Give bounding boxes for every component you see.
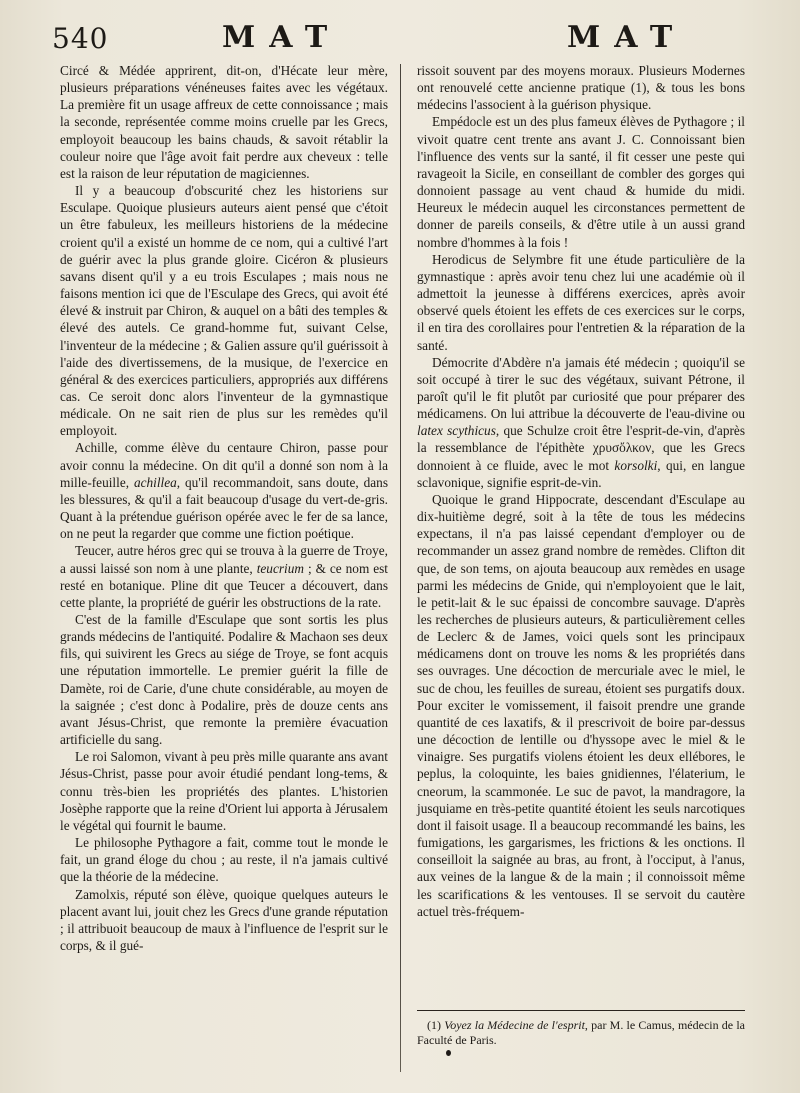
italic-term: latex scythicus bbox=[417, 423, 496, 439]
paragraph: Quoique le grand Hippocrate, descendant d'Esculape au dix-huitième degré, soit à la tête de tous les médecins expectans, il n'a pas laissé cependant d'employer ou de recommander un assez grand nombre de remèdes. Clifton dit que, de son tems, on ajouta beaucoup aux remèdes en usage parmi les médecins de Gnide, qui n'employoient que le lait, le petit-lait & le suc épaissi de concombre sauvage. D'après les recherches de plusieurs auteurs, & particulièrement celles de Leclerc & de James, voici quels sont les principaux médicamens dont on trouve les noms & les propriétés dans ses ouvrages. Une décoction de mercuriale avec le miel, le suc de chou, les feuilles de sureau, étoient ses purgatifs doux. Pour exciter le vomissement, il faisoit prendre une grande quantité de ces laxatifs, & il prescrivoit de boire par-dessus une décoction de lentille ou d'hyssope avec le miel & le vinaigre. Ses purgatifs violens étoient les deux ellébores, le peplus, la coloquinte, les baies gnidiennes, l'élaterium, le cneorum, la scammonée. Le suc de pavot, la mandragore, la jusquiame en très-petite quantité étoient les seuls narcotiques dont il faisoit usage. Il a beaucoup recommandé les bains, les fumigations, les gargarismes, les frictions & les onctions. Il conseilloit la saignée au bras, au front, à l'occiput, à l'anus, aux veines de la langue & de la main ; il connoissoit même les scarifications & les ventouses. Il se servoit du cautère actuel très-fréquem- bbox=[417, 491, 745, 919]
right-text-column bbox=[417, 62, 745, 920]
italic-term: korsolki bbox=[614, 457, 658, 473]
footnote: (1) Voyez la Médecine de l'esprit, par M. le Camus, médecin de la Faculté de Paris. bbox=[417, 1018, 746, 1047]
footnote-rule bbox=[417, 1010, 745, 1011]
left-text-column bbox=[60, 62, 388, 954]
paragraph: Circé & Médée apprirent, dit-on, d'Hécate leur mère, plusieurs préparations vénéneuses faites avec les végétaux. La première fit un usage affreux de cette connoissance ; mais la seconde, représentée comme moins cruelle par les Grecs, employoit beaucoup les bains chauds, & savoit rétablir la couleur noire que l'âge avoit fait perdre aux cheveux : telle est la raison de leur réputation de magiciennes. bbox=[60, 63, 388, 181]
italic-term: teucrium bbox=[256, 560, 304, 576]
paragraph: Empédocle est un des plus fameux élèves de Pythagore ; il vivoit quatre cent trente ans avant J. C. Connoissant bien l'influence des vents sur la santé, il fit cesser une peste qui ravageoit la Sicile, en conseillant de combler des gorges qui donnoient passage au vent chaud & humide du midi. Heureux le médecin auquel les circonstances permettent de donner de pareils conseils, & d'être utile à un aussi grand nombre d'hommes à la fois ! bbox=[417, 114, 745, 250]
paragraph: C'est de la famille d'Esculape que sont sortis les plus grands médecins de l'antiquité. Podalire & Machaon ses deux fils, qui suivirent les Grecs au siége de Troye, se font acquis une réputation immortelle. Le premier guérit la fille de Damète, roi de Carie, d'une chute considérable, au moyen de la saignée ; c'est donc à Podalire, près de douze cents ans avant Jésus-Christ, que remonte la première évacuation artificielle du sang. bbox=[60, 612, 388, 748]
page-header bbox=[52, 18, 760, 58]
paragraph: Teucer, autre héros grec qui se trouva à la guerre de Troye, a aussi laissé son nom à une plante, teucrium ; & ce nom est resté en botanique. Pline dit que Teucer a découvert, dans cette plante, la propriété de guérir les obstructions de la rate. bbox=[60, 543, 389, 610]
paragraph: Achille, comme élève du centaure Chiron, passe pour avoir connu la médecine. On dit qu'il a donné son nom à la mille-feuille, achillea, qu'il recommandoit, sans doute, dans les blessures, & qu'il a fait beaucoup d'usage du vert-de-gris. Quant à la prétendue guérison opérée avec le fer de sa lance, on ne peut la regarder que comme une fiction poétique. bbox=[60, 440, 388, 542]
paragraph: Il y a beaucoup d'obscurité chez les historiens sur Esculape. Quoique plusieurs auteurs aient pensé que c'étoit un être fabuleux, les meilleurs historiens de la médecine croient qu'il a existé un homme de ce nom, qui a cultivé l'art de guérir avec la plus grande gloire. Cicéron & plusieurs savans disent qu'il y a eu trois Esculapes ; mais nous ne faisons mention ici que de l'Esculape des Grecs, qui avoit été élevé & instruit par Chiron, & auquel on a bâti des temples & élevé des autels. Ce grand-homme fut, suivant Celse, l'inventeur de la médecine ; & Galien assure qu'il guérissoit à l'aide des divertissemens, de la musique, de l'exercice en général & des exercices particuliers, appropriés aux différens cas. Ce seroit donc alors l'inventeur de la gymnastique médicale. On ne sait rien de plus sur les remèdes qu'il employoit. bbox=[60, 183, 388, 439]
running-head-left: MAT bbox=[222, 20, 342, 55]
page-number: 540 bbox=[52, 22, 109, 55]
paragraph: Démocrite d'Abdère n'a jamais été médecin ; quoiqu'il se soit occupé à tirer le suc des végétaux, suivant Pétrone, il paroît qu'il le fit plutôt par curiosité que pour préparer des médicamens. On lui attribue la découverte de l'eau-divine ou latex scythicus, que Schulze croit être l'esprit-de-vin, d'après la ressemblance de l'épithète χρυσὄλκον, que les Grecs donnoient à ce fluide, avec le mot korsolki, qui, en langue sclavonique, signifie esprit-de-vin. bbox=[417, 354, 745, 490]
paragraph: Le philosophe Pythagore a fait, comme tout le monde le fait, un grand éloge du chou ; au reste, il n'a jamais cultivé que la théorie de la médecine. bbox=[60, 835, 388, 885]
paragraph: Zamolxis, réputé son élève, quoique quelques auteurs le placent avant lui, jouit chez les Grecs d'une grande réputation ; il attribuoit beaucoup de maux à l'influence de l'esprit sur le corps, & il gué- bbox=[60, 886, 388, 953]
paragraph: Le roi Salomon, vivant à peu près mille quarante ans avant Jésus-Christ, passe pour avoir étudié pendant long-tems, & connu très-bien les propriétés des plantes. L'historien Josèphe rapporte que la reine d'Orient lui apporta à Jérusalem le végétal qui fournit le baume. bbox=[60, 749, 388, 833]
paragraph: Herodicus de Selymbre fit une étude particulière de la gymnastique : après avoir tenu chez lui une académie où il admettoit la jeunesse à différens exercices, après avoir observé quels étoient les effets de ces exercices sur le corps, il en tira des corollaires pour l'entretien & la réparation de la santé. bbox=[417, 251, 745, 353]
running-head-right: MAT bbox=[567, 20, 687, 55]
italic-title: la Médecine de l'esprit bbox=[474, 1018, 585, 1032]
column-divider bbox=[400, 64, 401, 1072]
italic-term: achillea bbox=[133, 474, 177, 490]
paragraph: rissoit souvent par des moyens moraux. Plusieurs Modernes ont renouvelé cette ancienne pratique (1), & tous les bons médecins l'associent à la guérison physique. bbox=[417, 63, 745, 113]
ink-mark bbox=[446, 1050, 451, 1056]
